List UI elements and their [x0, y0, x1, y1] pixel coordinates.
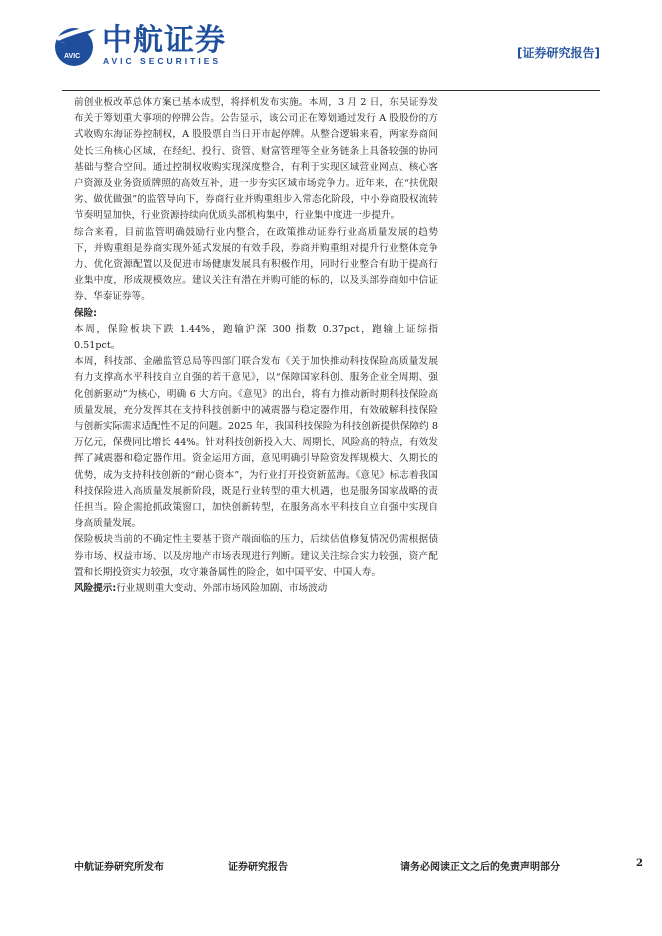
footer-publisher: 中航证券研究所发布 [74, 862, 164, 873]
insurance-paragraph-3: 保险板块当前的不确定性主要基于资产端面临的压力，后续估值修复情况仍需根据债券市场、权益市场、以及房地产市场表现进行判断。建议关注综合实力较强，资产配置和长期投资实力较强，攻守兼备属性的险企，如中国平安、中国人寿。 [74, 534, 438, 578]
page-number: 2 [636, 858, 643, 869]
logo-mark-text: AVIC [64, 53, 81, 60]
risk-warning [74, 581, 438, 597]
risk-warning-text: 行业规则重大变动、外部市场风险加剧、市场波动 [116, 583, 328, 595]
footer-disclaimer-note: 请务必阅读正文之后的免责声明部分 [400, 862, 560, 873]
logo-english-name: AVIC SECURITIES [103, 56, 222, 66]
avic-wing-logo-icon [52, 24, 98, 68]
footer-report-type: 证券研究报告 [228, 862, 288, 873]
insurance-paragraph-1: 本周，保险板块下跌 1.44%，跑输沪深 300 指数 0.37pct，跑输上证综指 0.51pct。 [74, 323, 438, 352]
report-type-tag: [证券研究报告] [517, 46, 600, 60]
insurance-paragraph-2: 本周，科技部、金融监管总局等四部门联合发布《关于加快推动科技保险高质量发展 有力支撑高水平科技自立自强的若干意见》，以“保障国家科创、服务企业全周期、强化创新驱动”为核心，明确 6 大方向。《意见》的出台，将有力推动新时期科技保险高质量发展，充分发挥其在支持科技创新中的减震器与稳定器作用，有效破解科技保险与创新实际需求适配性不足的问题。2025 年，我国科技保险为科技创新提供保障约 8 万亿元，保费同比增长 44%。针对科技创新投入大、周期长、风险高的特点，有效发挥了减震器和稳定器作用。资金运用方面，意见明确引导险资发挥规模大、久期长的优势，成为支持科技创新的“耐心资本”，为行业打开投资新蓝海。《意见》标志着我国科技保险进入高质量发展新阶段，既是行业转型的重大机遇，也是服务国家战略的责任担当。险企需抢抓政策窗口，加快创新转型，在服务高水平科技自立自强中实现自身高质量发展。 [74, 356, 438, 530]
risk-warning-label: 风险提示: [74, 583, 117, 595]
page-footer [0, 858, 662, 878]
logo-chinese-name: 中航证券 [102, 23, 226, 58]
securities-paragraph-1: 前创业板改革总体方案已基本成型，将择机发布实施。本周，3 月 2 日，东吴证券发布关于筹划重大事项的停牌公告。公告显示，该公司正在筹划通过发行 A 股股份的方式收购东海证券控制权，A 股股票自当日开市起停牌。从整合逻辑来看，两家券商间处长三角核心区域，在经纪、投行、资管、财富管理等全业务链条上具备较强的协同基础与整合空间。通过控制权收购实现深度整合，有利于实现区域营业网点、核心客户资源及业务资质牌照的高效互补，进一步夯实区域市场竞争力。近年来，在“扶优限劣、做优做强”的监管导向下，券商行业并购重组步入常态化阶段，中小券商股权流转节奏明显加快，行业资源持续向优质头部机构集中，行业集中度进一步提升。 [74, 97, 438, 222]
avic-securities-logo [52, 24, 242, 68]
securities-paragraph-2: 综合来看，目前监管明确鼓励行业内整合，在政策推动证券行业高质量发展的趋势下，并购重组是券商实现外延式发展的有效手段，券商并购重组对提升行业整体竞争力、优化资源配置以及促进市场健康发展具有积极作用，同时行业整合有助于提高行业集中度，形成规模效应。建议关注有潜在并购可能的标的，以及头部券商如中信证券、华泰证券等。 [74, 226, 438, 303]
report-body [74, 95, 438, 597]
header-divider [62, 90, 600, 91]
insurance-section-title: 保险: [74, 307, 98, 319]
page-header [0, 0, 662, 92]
